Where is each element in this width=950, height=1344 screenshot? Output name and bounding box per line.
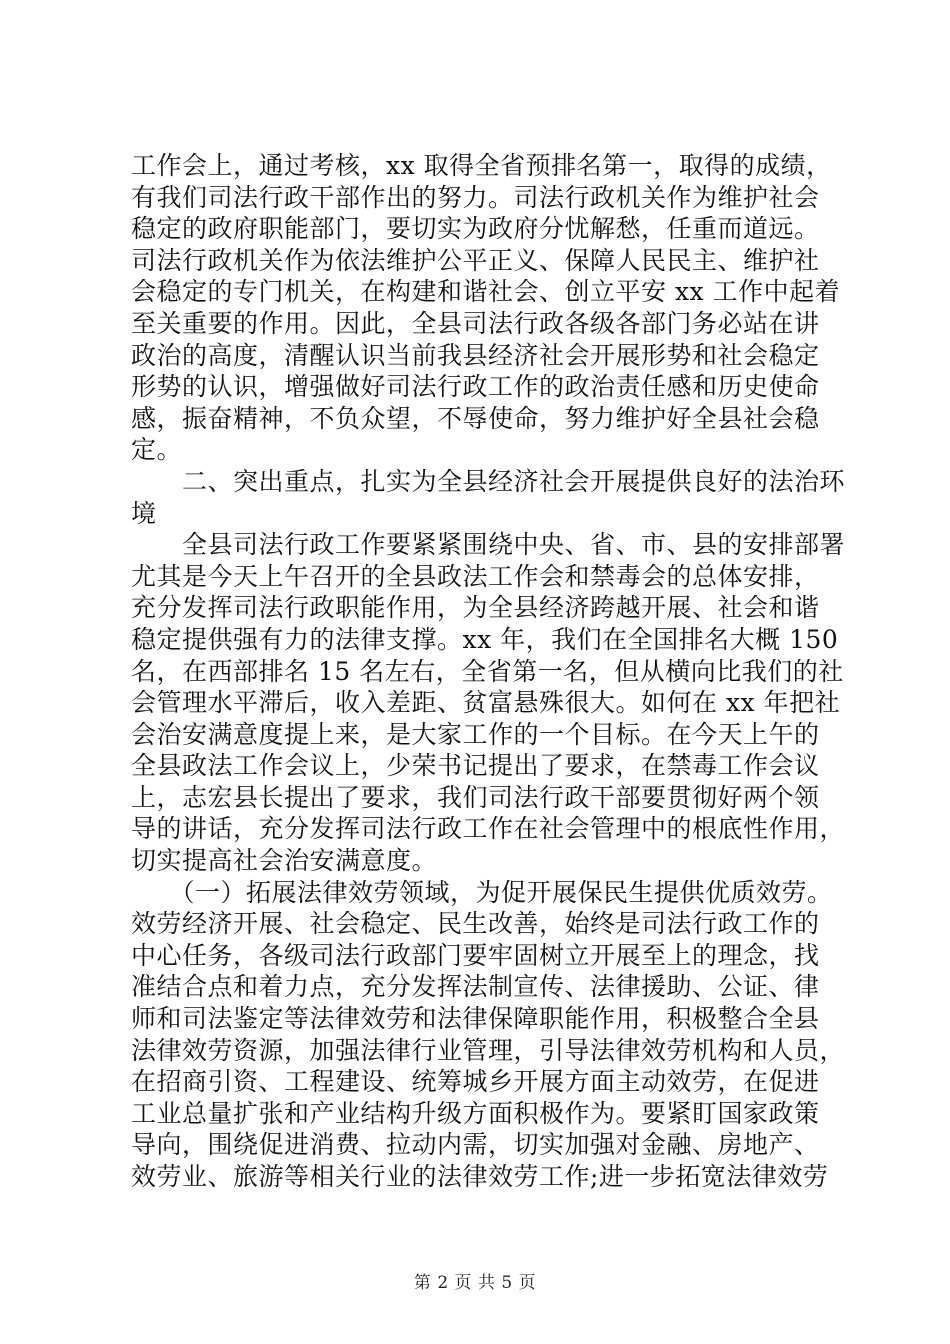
text-line: 法律效劳资源，加强法律行业管理，引导法律效劳机构和人员， [131, 1035, 846, 1065]
text-line: 有我们司法行政干部作出的努力。司法行政机关作为维护社会 [131, 182, 820, 212]
text-line: 感，振奋精神，不负众望，不辱使命，努力维护好全县社会稳 [131, 403, 820, 433]
text-line: 政治的高度，清醒认识当前我县经济社会开展形势和社会稳定 [131, 340, 820, 370]
text-line: 名，在西部排名 15 名左右，全省第一名，但从横向比我们的社 [131, 656, 844, 686]
text-line: 在招商引资、工程建设、统筹城乡开展方面主动效劳，在促进 [131, 1067, 820, 1097]
text-line: 充分发挥司法行政职能作用，为全县经济跨越开展、社会和谐 [131, 593, 820, 623]
text-line: 会管理水平滞后，收入差距、贫富悬殊很大。如何在 xx 年把社 [131, 688, 841, 718]
page-number-footer: 第 2 页 共 5 页 [413, 1273, 537, 1293]
text-line: 至关重要的作用。因此，全县司法行政各级各部门务必站在讲 [131, 308, 820, 338]
text-line: 全县司法行政工作要紧紧围绕中央、省、市、县的安排部署 [131, 530, 846, 560]
section-heading-line: 境 [131, 498, 157, 528]
text-line: 效劳业、旅游等相关行业的法律效劳工作;进一步拓宽法律效劳 [131, 1162, 829, 1191]
text-line: 尤其是今天上午召开的全县政法工作会和禁毒会的总体安排， [131, 561, 820, 591]
text-line: 上，志宏县长提出了要求，我们司法行政干部要贯彻好两个领 [131, 782, 820, 812]
document-body [131, 150, 846, 1193]
text-line: 形势的认识，增强做好司法行政工作的政治责任感和历史使命 [131, 372, 820, 402]
text-line: 工业总量扩张和产业结构升级方面积极作为。要紧盯国家政策 [131, 1098, 820, 1128]
text-line: 稳定的政府职能部门，要切实为政府分忧解愁，任重而道远。 [131, 214, 820, 244]
text-line: 导的讲话，充分发挥司法行政工作在社会管理中的根底性作用， [131, 814, 846, 844]
text-line: 工作会上，通过考核，xx 取得全省预排名第一，取得的成绩， [131, 151, 832, 180]
text-line: 司法行政机关作为依法维护公平正义、保障人民民主、维护社 [131, 245, 820, 275]
text-line: 准结合点和着力点，充分发挥法制宣传、法律援助、公证、律 [131, 972, 820, 1002]
section-heading-line: 二、突出重点，扎实为全县经济社会开展提供良好的法治环 [131, 466, 846, 496]
text-line: 会稳定的专门机关，在构建和谐社会、创立平安 xx 工作中起着 [131, 277, 841, 307]
text-line: 会治安满意度提上来，是大家工作的一个目标。在今天上午的 [131, 719, 820, 749]
text-line: 稳定提供强有力的法律支撑。xx 年，我们在全国排名大概 150 [131, 624, 839, 654]
text-line: 导向，围绕促进消费、拉动内需，切实加强对金融、房地产、 [131, 1130, 820, 1160]
subsection-heading-line: （一）拓展法律效劳领域，为促开展保民生提供优质效劳。 [131, 877, 833, 907]
text-line: 师和司法鉴定等法律效劳和法律保障职能作用，积极整合全县 [131, 1004, 820, 1034]
text-line: 中心任务，各级司法行政部门要牢固树立开展至上的理念，找 [131, 940, 820, 970]
text-line: 效劳经济开展、社会稳定、民生改善，始终是司法行政工作的 [131, 909, 820, 939]
text-line: 定。 [131, 435, 183, 465]
text-line: 全县政法工作会议上，少荣书记提出了要求，在禁毒工作会议 [131, 751, 820, 781]
text-line: 切实提高社会治安满意度。 [131, 846, 438, 876]
